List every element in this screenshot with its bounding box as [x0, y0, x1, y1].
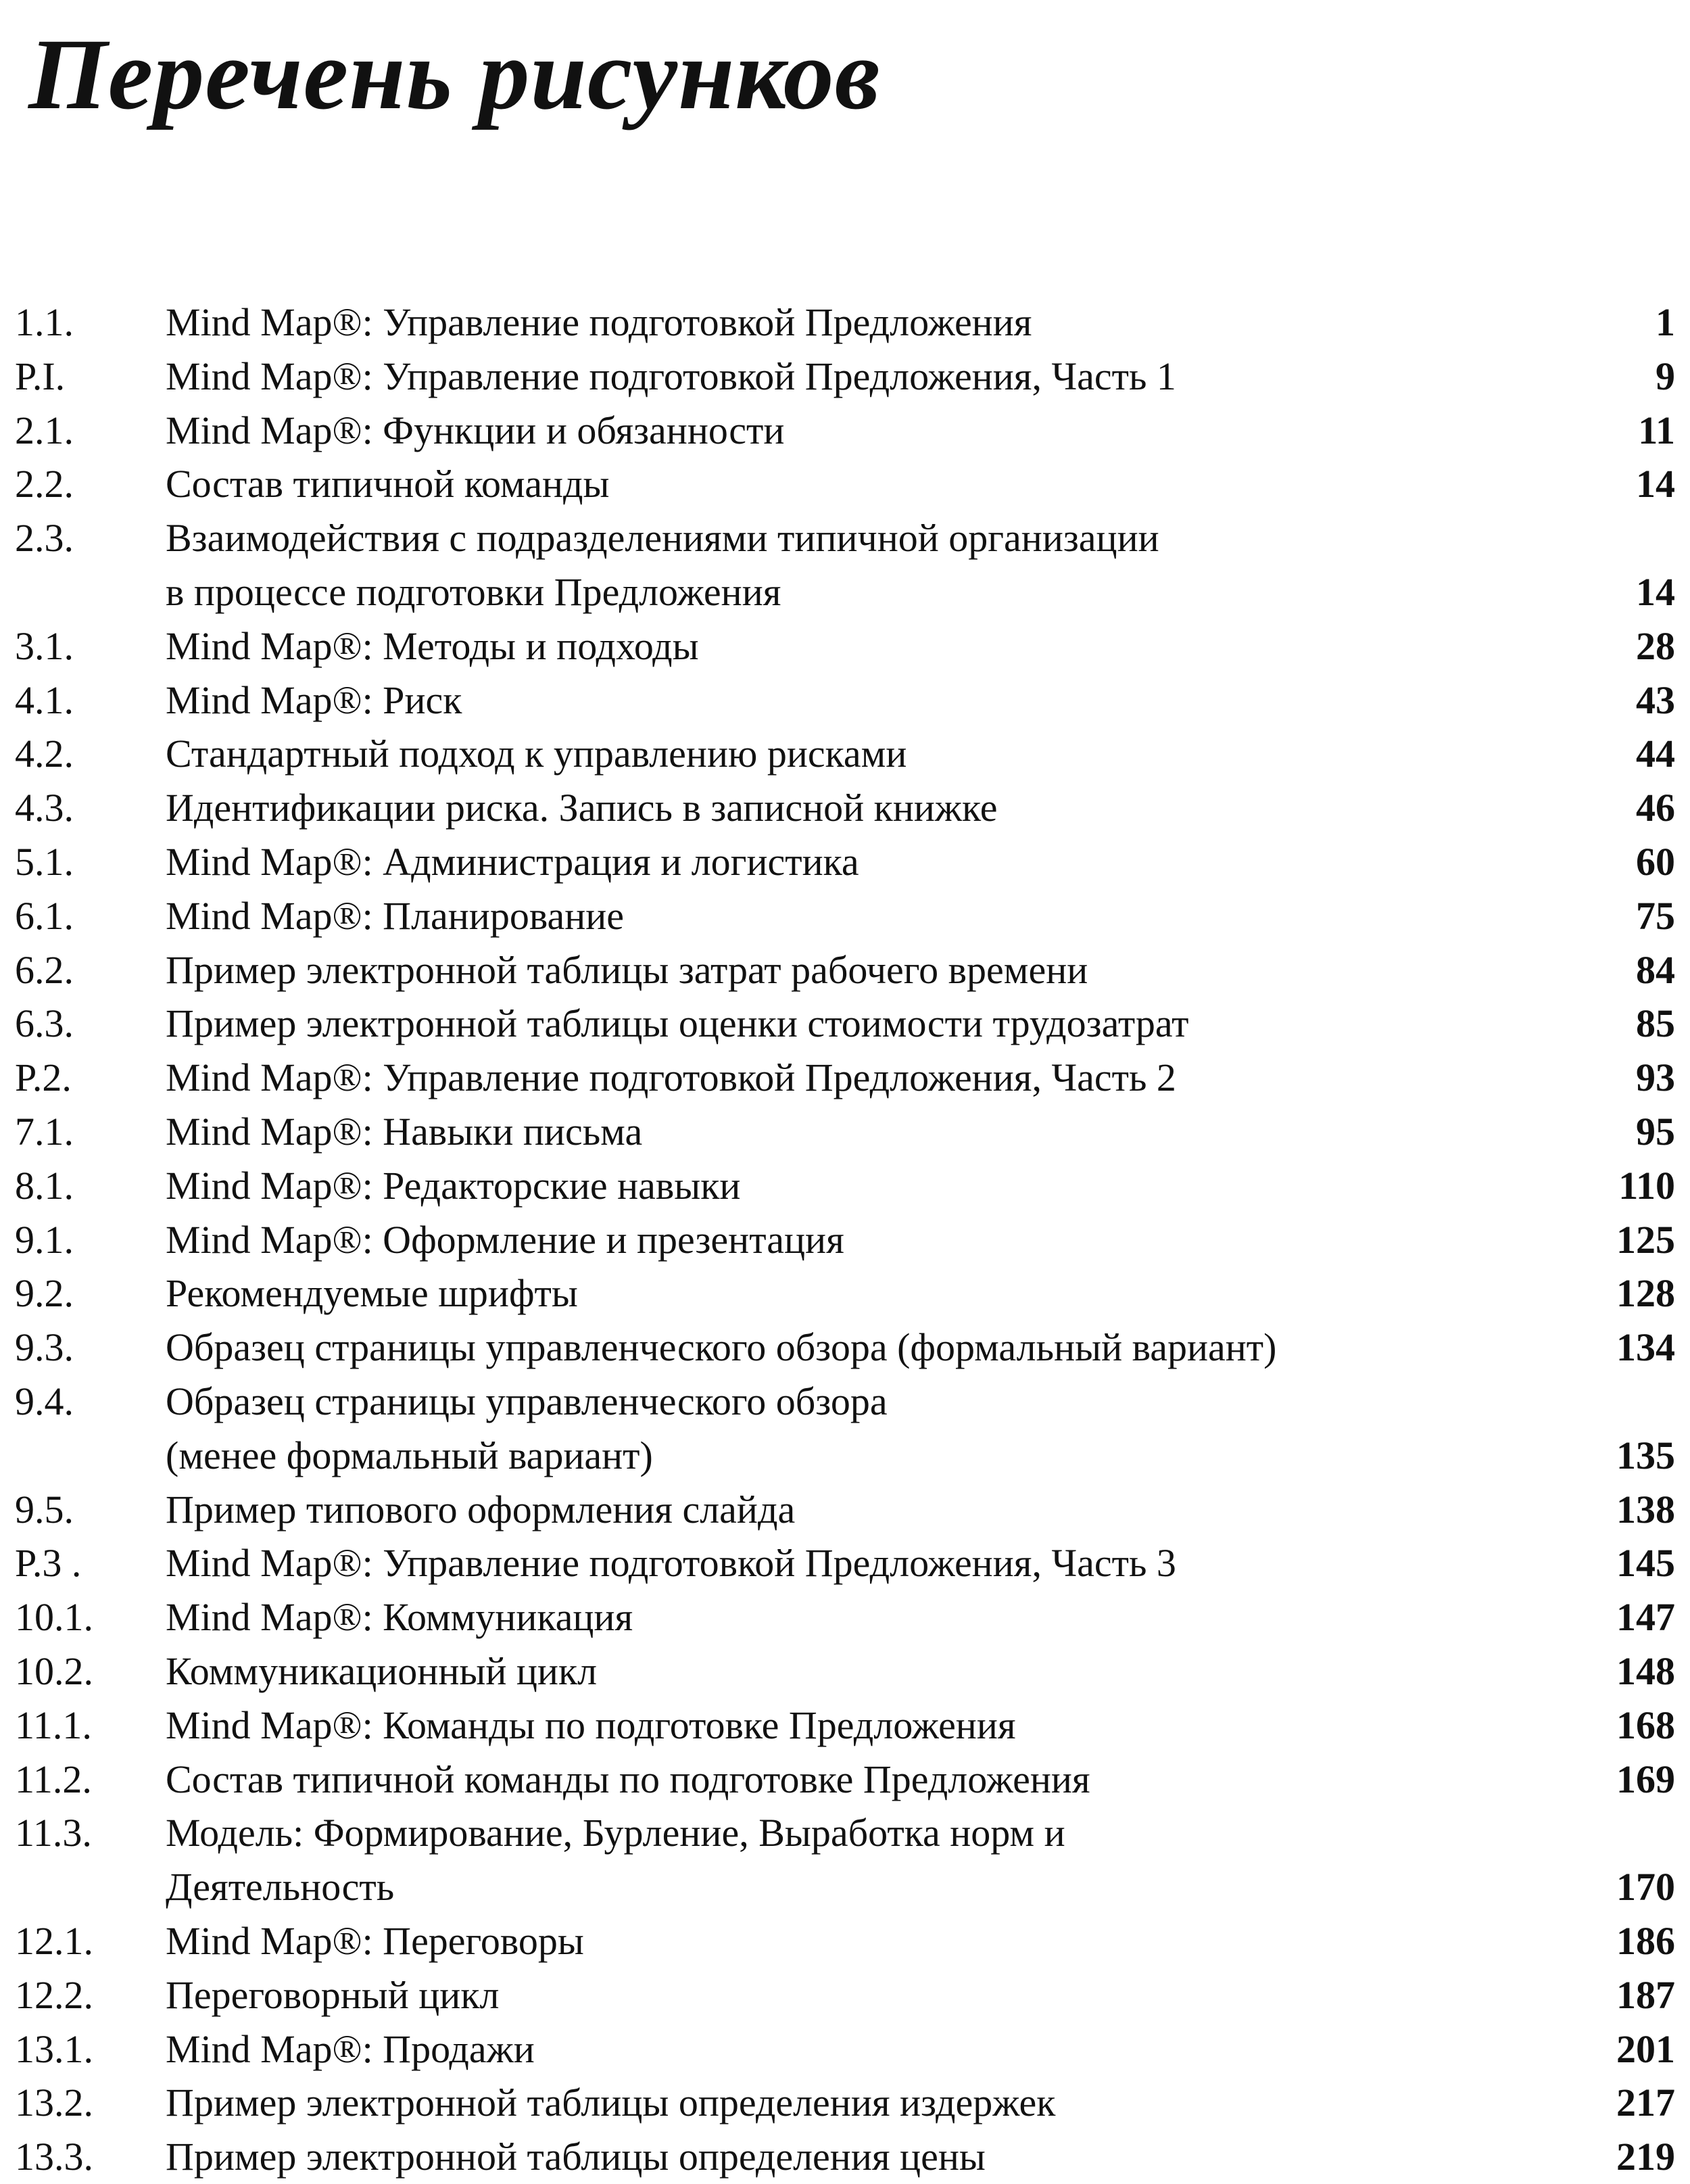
figure-title: [166, 295, 1551, 350]
page-number: 9: [1656, 354, 1675, 398]
figure-number: 2.3.: [15, 516, 74, 561]
figure-title: [166, 781, 1551, 835]
page-number: 46: [1636, 786, 1675, 830]
figure-number: P.I.: [15, 354, 66, 398]
figure-title: [166, 673, 1551, 728]
figure-title: [166, 1590, 1551, 1644]
figure-title-line: Образец страницы управленческого обзора (формальный вариант): [166, 1325, 1277, 1370]
figure-number: 9.4.: [15, 1379, 74, 1423]
figure-title-line: Состав типичной команды: [166, 462, 610, 506]
figure-number: 9.3.: [15, 1325, 74, 1370]
figure-title-line: Mind Map®: Администрация и логистика: [166, 839, 859, 884]
figure-title-line: Рекомендуемые шрифты: [166, 1271, 578, 1316]
page-number: 60: [1636, 839, 1675, 884]
figure-title: [166, 2130, 1551, 2184]
figure-title: [166, 889, 1551, 943]
figure-number: 9.5.: [15, 1487, 74, 1532]
list-item: [0, 1536, 1690, 1590]
figure-number: P.3 .: [15, 1541, 82, 1586]
list-item: [0, 1266, 1690, 1321]
figure-title-line: Образец страницы управленческого обзора: [166, 1379, 888, 1423]
page-number: 11: [1638, 408, 1675, 452]
figure-title-line: Пример электронной таблицы определения издержек: [166, 2081, 1056, 2125]
figure-number: 4.3.: [15, 786, 74, 830]
figure-title: [166, 1159, 1551, 1213]
figure-title: [166, 1536, 1551, 1590]
figure-number: 12.1.: [15, 1918, 93, 1963]
figure-title: [166, 1105, 1551, 1159]
page-number: 170: [1616, 1865, 1675, 1909]
figure-title-line: Состав типичной команды по подготовке Предложения: [166, 1757, 1090, 1801]
list-item: [0, 1159, 1690, 1213]
list-item: [0, 1968, 1690, 2022]
figure-number: 9.1.: [15, 1217, 74, 1262]
figure-title-line: Взаимодействия с подразделениями типичной организации: [166, 516, 1159, 561]
figure-title-line: Mind Map®: Продажи: [166, 2026, 535, 2071]
figure-title: [166, 943, 1551, 997]
figure-number: 9.2.: [15, 1271, 74, 1316]
figure-title: [166, 2076, 1551, 2130]
page-number: 125: [1616, 1217, 1675, 1262]
list-item: [0, 619, 1690, 673]
page-number: 110: [1618, 1163, 1675, 1208]
list-item: [0, 2022, 1690, 2076]
list-item: [0, 943, 1690, 997]
figure-title-line: Переговорный цикл: [166, 1972, 500, 2017]
figure-title: [166, 1968, 1551, 2022]
figure-title-line: Mind Map®: Методы и подходы: [166, 623, 699, 668]
page-number: 187: [1616, 1972, 1675, 2017]
figure-title-line: Mind Map®: Переговоры: [166, 1918, 584, 1963]
figure-number: 6.2.: [15, 947, 74, 992]
list-item: [0, 2076, 1690, 2130]
figure-number: 13.3.: [15, 2135, 93, 2179]
figure-title-line: Пример электронной таблицы оценки стоимости трудозатрат: [166, 1001, 1189, 1046]
figure-number: 5.1.: [15, 839, 74, 884]
page-number: 85: [1636, 1001, 1675, 1046]
figure-number: 6.3.: [15, 1001, 74, 1046]
figure-title-line: Деятельность: [166, 1865, 395, 1909]
page-number: 43: [1636, 678, 1675, 722]
figure-title-line: Mind Map®: Планирование: [166, 893, 625, 938]
list-item: [0, 997, 1690, 1051]
figure-title-line: Mind Map®: Управление подготовкой Предложения, Часть 3: [166, 1541, 1176, 1586]
figure-number: 3.1.: [15, 623, 74, 668]
list-item: [0, 1213, 1690, 1267]
figure-number: 13.2.: [15, 2081, 93, 2125]
list-item: [0, 1590, 1690, 1644]
figure-title: [166, 619, 1551, 673]
list-item: [0, 1483, 1690, 1537]
figure-list: [0, 295, 1690, 2184]
figure-number: 12.2.: [15, 1972, 93, 2017]
list-item: [0, 2130, 1690, 2184]
list-item: [0, 835, 1690, 889]
figure-number: 1.1.: [15, 300, 74, 344]
page-number: 145: [1616, 1541, 1675, 1586]
page-number: 134: [1616, 1325, 1675, 1370]
figure-number: 10.1.: [15, 1595, 93, 1640]
page-number: 217: [1616, 2081, 1675, 2125]
figure-number: 11.1.: [15, 1703, 92, 1747]
figure-title-line: Mind Map®: Управление подготовкой Предложения, Часть 1: [166, 354, 1176, 398]
figure-title-line: Mind Map®: Функции и обязанности: [166, 408, 785, 452]
page-number: 219: [1616, 2135, 1675, 2179]
page-number: 1: [1656, 300, 1675, 344]
figure-title-line: Mind Map®: Редакторские навыки: [166, 1163, 741, 1208]
figure-title: [166, 404, 1551, 458]
figure-title-line: Mind Map®: Риск: [166, 678, 462, 722]
list-item: [0, 1105, 1690, 1159]
figure-title-line: Mind Map®: Управление подготовкой Предложения, Часть 2: [166, 1055, 1176, 1100]
list-item: [0, 781, 1690, 835]
figure-title-line: Mind Map®: Навыки письма: [166, 1109, 643, 1154]
figure-title: [166, 1644, 1551, 1699]
figure-title-line: Стандартный подход к управлению рисками: [166, 732, 907, 776]
page-number: 169: [1616, 1757, 1675, 1801]
figure-title-line: Mind Map®: Коммуникация: [166, 1595, 633, 1640]
page-number: 186: [1616, 1918, 1675, 1963]
list-item: [0, 673, 1690, 728]
figure-title: [166, 1753, 1551, 1807]
figure-title-line: Модель: Формирование, Бурление, Выработка норм и: [166, 1811, 1065, 1855]
figure-title: [166, 350, 1551, 404]
figure-title-line: в процессе подготовки Предложения: [166, 569, 781, 614]
list-item: [0, 1644, 1690, 1699]
list-item: [0, 511, 1690, 619]
figure-title: [166, 835, 1551, 889]
figure-number: 11.3.: [15, 1811, 92, 1855]
figure-number: 4.2.: [15, 732, 74, 776]
list-item: [0, 1375, 1690, 1483]
page-number: 44: [1636, 732, 1675, 776]
page-title: Перечень рисунков: [28, 18, 881, 130]
figure-number: P.2.: [15, 1055, 72, 1100]
page-number: 201: [1616, 2026, 1675, 2071]
figure-title-line: Пример электронной таблицы определения цены: [166, 2135, 986, 2179]
page-number: 14: [1636, 569, 1675, 614]
figure-number: 2.1.: [15, 408, 74, 452]
figure-title-line: Mind Map®: Команды по подготовке Предложения: [166, 1703, 1016, 1747]
page-number: 93: [1636, 1055, 1675, 1100]
page-number: 84: [1636, 947, 1675, 992]
figure-title: [166, 1914, 1551, 1968]
figure-title: [166, 997, 1551, 1051]
figure-title: [166, 1375, 1551, 1483]
figure-title: [166, 1806, 1551, 1914]
list-item: [0, 1699, 1690, 1753]
figure-number: 2.2.: [15, 462, 74, 506]
list-item: [0, 1753, 1690, 1807]
page-number: 14: [1636, 462, 1675, 506]
figure-title: [166, 2022, 1551, 2076]
figure-title-line: Пример типового оформления слайда: [166, 1487, 796, 1532]
list-item: [0, 404, 1690, 458]
figure-title: [166, 1213, 1551, 1267]
list-item: [0, 1806, 1690, 1914]
figure-title-line: Mind Map®: Управление подготовкой Предложения: [166, 300, 1032, 344]
page-number: 138: [1616, 1487, 1675, 1532]
figure-title: [166, 1699, 1551, 1753]
page-number: 75: [1636, 893, 1675, 938]
page-number: 128: [1616, 1271, 1675, 1316]
figure-title: [166, 1483, 1551, 1537]
page-number: 135: [1616, 1433, 1675, 1477]
list-item: [0, 457, 1690, 511]
page-number: 28: [1636, 623, 1675, 668]
figure-title: [166, 1321, 1551, 1375]
list-item: [0, 350, 1690, 404]
list-item: [0, 727, 1690, 781]
figure-title: [166, 1051, 1551, 1105]
figure-title-line: Коммуникационный цикл: [166, 1648, 598, 1693]
page-number: 148: [1616, 1648, 1675, 1693]
figure-title-line: Пример электронной таблицы затрат рабочего времени: [166, 947, 1088, 992]
list-item: [0, 889, 1690, 943]
figure-number: 10.2.: [15, 1648, 93, 1693]
figure-number: 7.1.: [15, 1109, 74, 1154]
figure-title-line: Идентификации риска. Запись в записной книжке: [166, 786, 998, 830]
page-number: 95: [1636, 1109, 1675, 1154]
figure-title: [166, 1266, 1551, 1321]
figure-number: 8.1.: [15, 1163, 74, 1208]
figure-title: [166, 457, 1551, 511]
figure-number: 13.1.: [15, 2026, 93, 2071]
list-item: [0, 1321, 1690, 1375]
list-item: [0, 1051, 1690, 1105]
page-number: 168: [1616, 1703, 1675, 1747]
figure-title: [166, 727, 1551, 781]
list-item: [0, 1914, 1690, 1968]
list-item: [0, 295, 1690, 350]
figure-title-line: Mind Map®: Оформление и презентация: [166, 1217, 844, 1262]
figure-number: 11.2.: [15, 1757, 92, 1801]
figure-number: 6.1.: [15, 893, 74, 938]
figure-title-line: (менее формальный вариант): [166, 1433, 653, 1477]
figure-number: 4.1.: [15, 678, 74, 722]
page-number: 147: [1616, 1595, 1675, 1640]
figure-title: [166, 511, 1551, 619]
